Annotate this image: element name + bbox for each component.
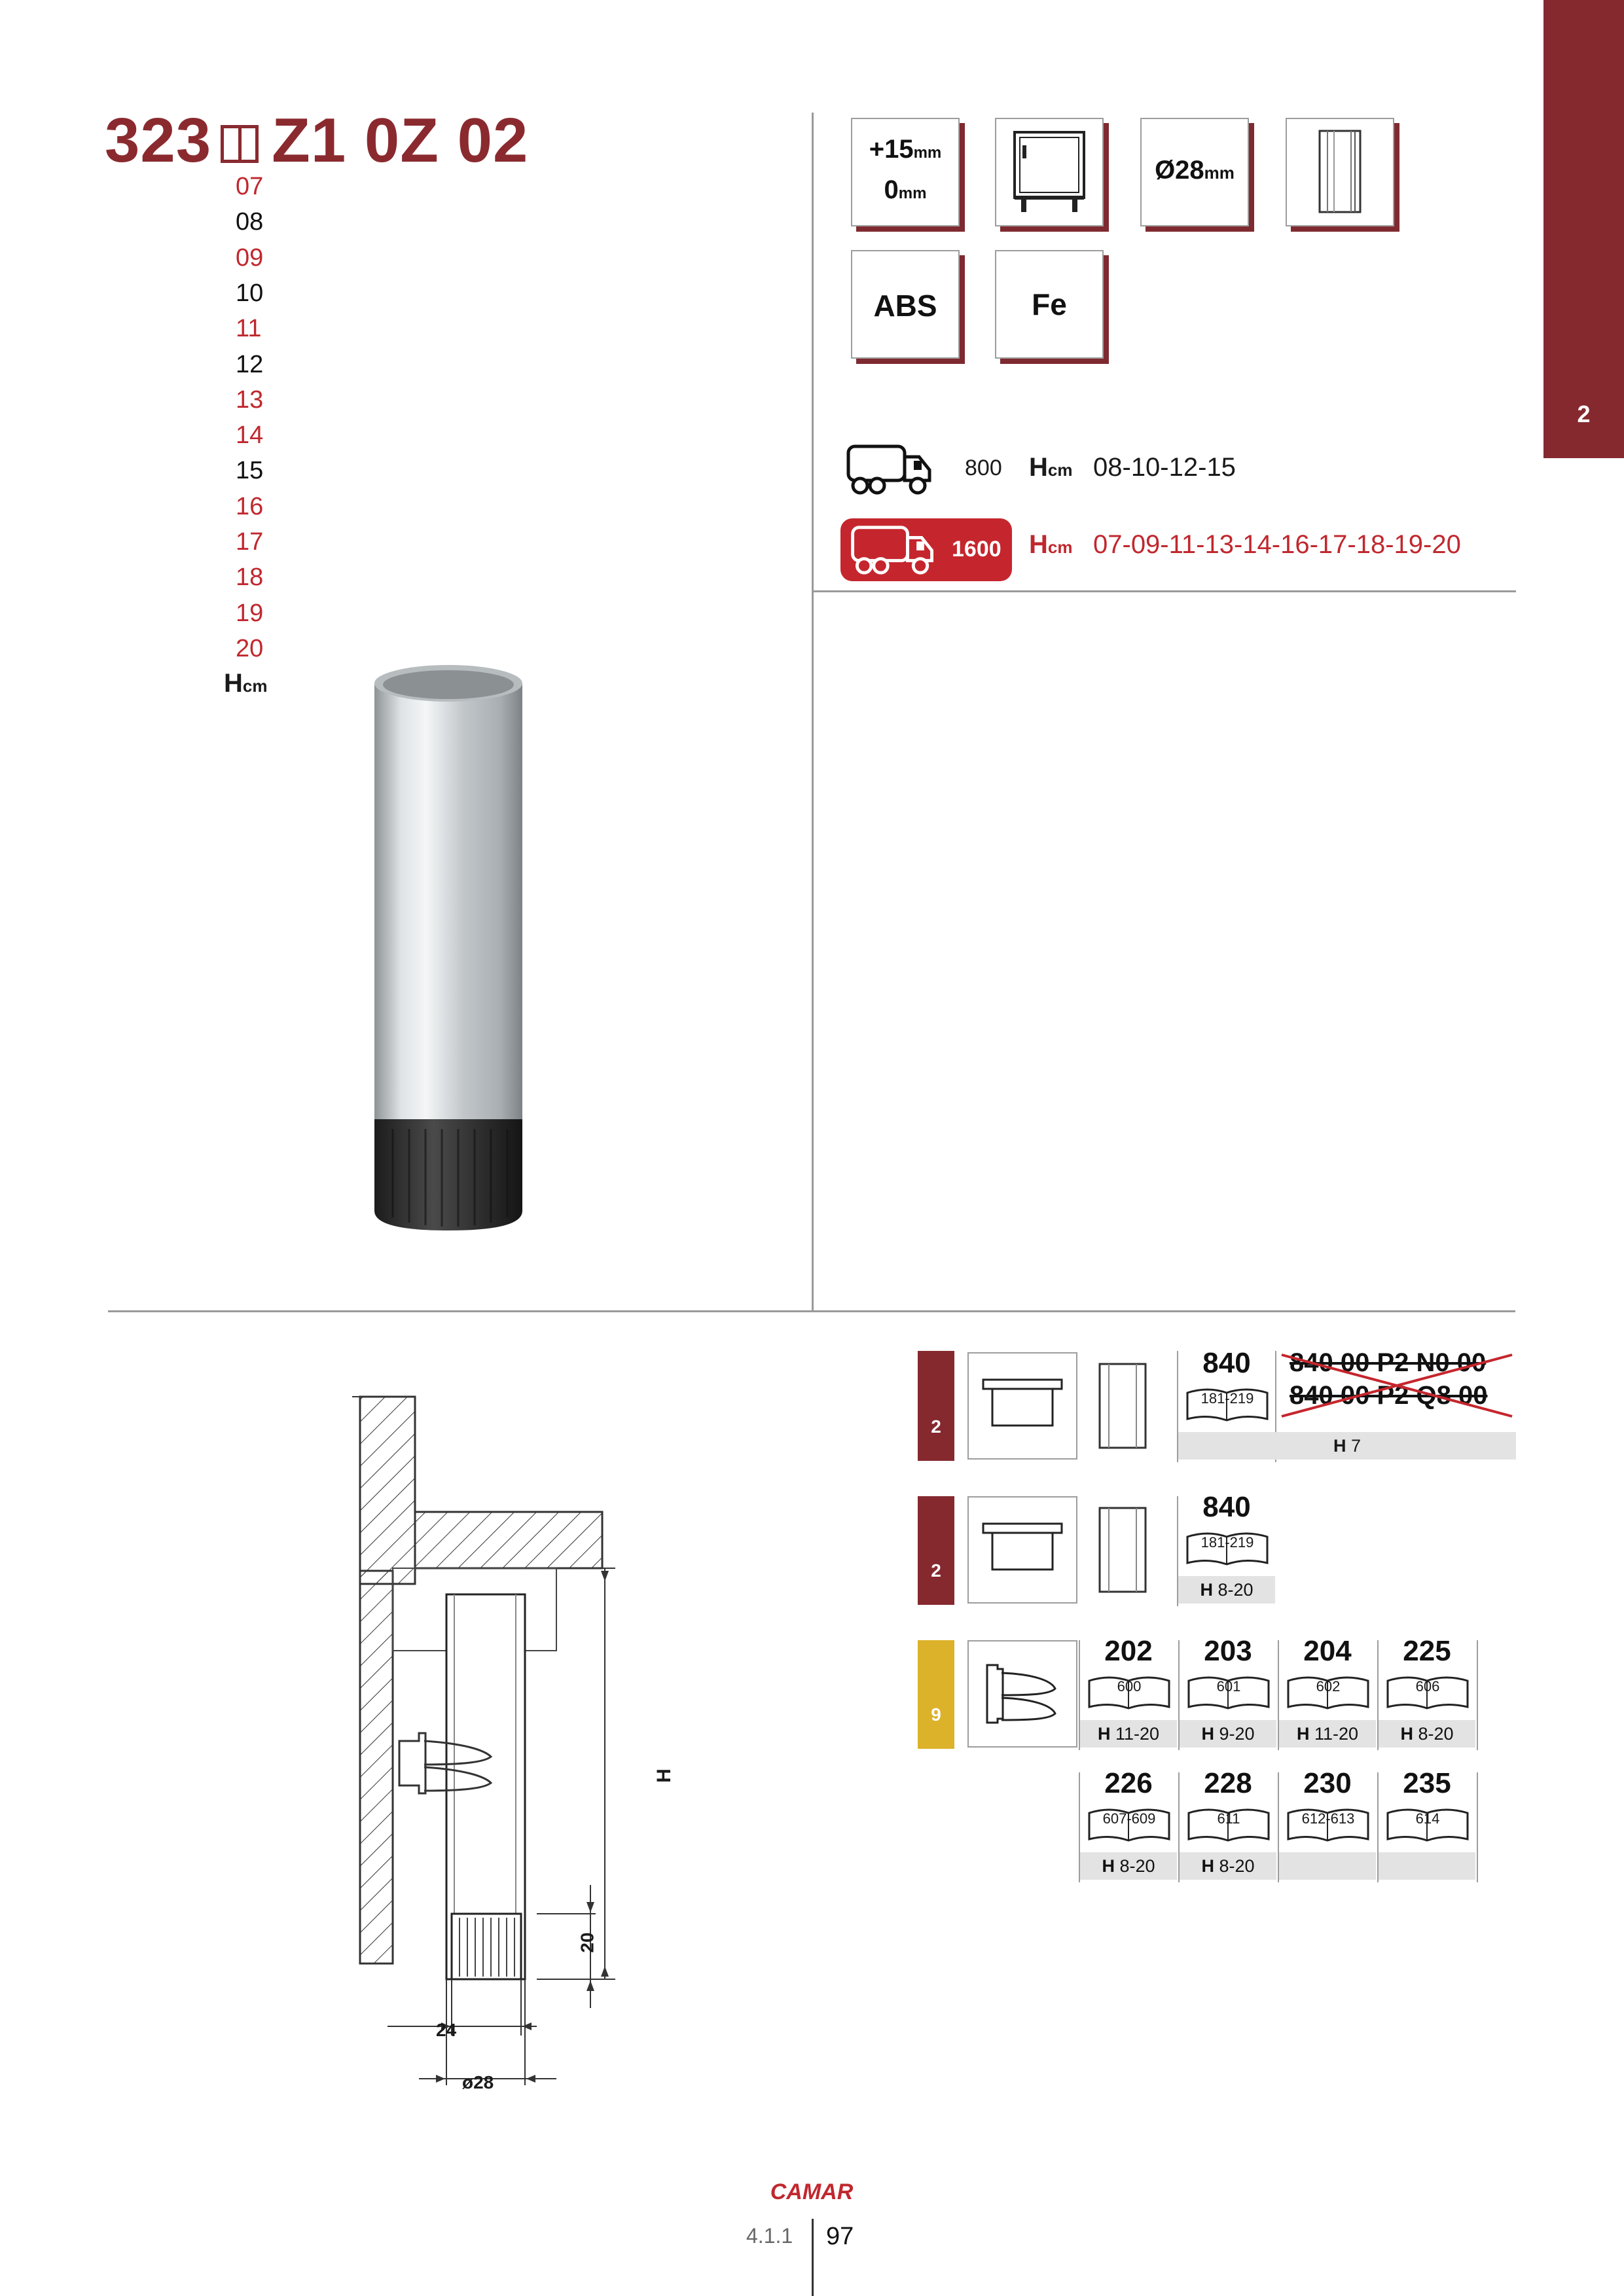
h-label: H [1200, 1580, 1213, 1600]
leg-product-image [367, 661, 530, 1244]
height-code: 11 [236, 315, 262, 343]
catalog-page-ref: 601 [1216, 1678, 1241, 1695]
pack-heights-2: 07-09-11-13-14-16-17-18-19-20 [1093, 530, 1461, 559]
pack-highlight-badge [840, 518, 1012, 581]
height-code: 16 [236, 492, 264, 520]
clip-icon [969, 1641, 1076, 1746]
hcm-h: H [224, 669, 243, 698]
mounting-plate-icon [969, 1498, 1076, 1602]
h-value: 8-20 [1418, 1724, 1454, 1744]
accessory-h-range [1180, 1852, 1276, 1880]
catalog-book-icon [1385, 1673, 1470, 1711]
accessory-separator [1477, 1640, 1478, 1750]
tube-icon-small [1087, 1356, 1159, 1456]
accessory-chapter-bar [918, 1640, 954, 1749]
height-code: 12 [236, 350, 264, 378]
accessory-h-range [1080, 1852, 1177, 1880]
diameter-unit: mm [1204, 163, 1235, 183]
catalog-page-ref: 612-613 [1301, 1810, 1355, 1827]
accessory-chapter-bar [918, 1351, 954, 1461]
accessory-chapter: 2 [931, 1560, 941, 1581]
h-value: 11-20 [1115, 1724, 1160, 1744]
discontinued-code-2: 840 00 P2 Q8 00 [1290, 1381, 1488, 1410]
accessory-h-range [1379, 1852, 1475, 1880]
adjust-bottom: 0 [884, 175, 899, 204]
footer-divider [812, 2219, 814, 2296]
catalog-page-ref: 607-609 [1102, 1810, 1156, 1827]
height-code: 15 [236, 457, 264, 485]
h-value: 8-20 [1119, 1856, 1155, 1876]
accessory-code: 840 [1202, 1347, 1251, 1379]
mounting-plate-icon [969, 1354, 1076, 1458]
height-code: 09 [236, 243, 264, 272]
catalog-page-ref: 600 [1117, 1678, 1142, 1695]
height-code: 18 [236, 564, 264, 592]
adjust-bottom-unit: mm [898, 185, 927, 202]
tube-icon [1287, 119, 1393, 225]
accessory-code: 228 [1204, 1767, 1252, 1799]
variant-box-icon [221, 125, 259, 163]
accessory-h-range [1379, 1720, 1475, 1748]
accessory-code: 235 [1403, 1767, 1451, 1799]
accessory-h-range [1180, 1720, 1276, 1748]
pack-h-1: H [1029, 453, 1048, 482]
h-value: 9-20 [1219, 1724, 1255, 1744]
catalog-book-icon [1186, 1805, 1271, 1843]
truck-icon-white [850, 524, 939, 576]
h-label: H [1201, 1856, 1214, 1876]
dim-28-label: ø28 [462, 2072, 494, 2092]
section-number: 4.1.1 [746, 2224, 793, 2248]
dim-24-label: 24 [436, 2020, 457, 2040]
catalog-book-icon [1286, 1673, 1371, 1711]
cabinet-feature [995, 118, 1104, 226]
accessory-plate-image [967, 1496, 1077, 1604]
accessory-code: 203 [1204, 1635, 1252, 1667]
accessory-code: 202 [1104, 1635, 1153, 1667]
brand-logo: CAMAR [770, 2179, 854, 2204]
chapter-number: 2 [1577, 401, 1591, 427]
catalog-book-icon [1185, 1529, 1270, 1567]
accessory-code: 226 [1104, 1767, 1153, 1799]
accessory-code: 204 [1303, 1635, 1352, 1667]
accessory-h-range [1178, 1576, 1275, 1604]
accessory-h-range [1080, 1720, 1177, 1748]
accessory-code: 225 [1403, 1635, 1451, 1667]
title-suffix: Z1 0Z 02 [272, 105, 529, 175]
h-label: H [1296, 1724, 1310, 1744]
h-label: H [1201, 1724, 1214, 1744]
pack-h-2: H [1029, 530, 1048, 559]
h-value: 8-20 [1219, 1856, 1255, 1876]
accessory-separator [1477, 1772, 1478, 1882]
discontinued-code-1: 840 00 P2 N0 00 [1290, 1348, 1487, 1377]
catalog-book-icon [1087, 1673, 1172, 1711]
material-abs-feature [851, 250, 960, 359]
height-code: 20 [236, 634, 264, 662]
material-abs: ABS [873, 289, 937, 323]
discontinued-cross [1279, 1350, 1515, 1422]
catalog-page-ref: 606 [1415, 1678, 1440, 1695]
catalog-page-ref: 602 [1316, 1678, 1341, 1695]
height-code: 14 [236, 422, 264, 450]
accessory-h-range [1178, 1432, 1516, 1460]
h-value: 11-20 [1314, 1724, 1359, 1744]
dim-20-label: 20 [577, 1932, 598, 1953]
technical-drawing [340, 1374, 615, 2108]
hcm-unit: cm [242, 676, 268, 696]
accessory-code: 840 [1202, 1491, 1251, 1523]
accessory-chapter: 2 [931, 1416, 941, 1437]
accessory-h-range [1279, 1720, 1376, 1748]
catalog-book-icon [1087, 1805, 1172, 1843]
hcm-label [224, 669, 267, 698]
pack-hcm-1 [1029, 453, 1072, 482]
diameter-feature [1140, 118, 1249, 226]
height-code: 10 [236, 279, 264, 307]
pack-qty-1: 800 [965, 456, 1002, 480]
h-value: 7 [1350, 1436, 1362, 1456]
adjust-top-unit: mm [913, 144, 942, 162]
catalog-book-icon [1385, 1805, 1470, 1843]
section-divider-top [812, 590, 1516, 592]
page-number: 97 [826, 2223, 854, 2250]
tube-feature [1286, 118, 1394, 226]
adjust-top: +15 [869, 135, 914, 164]
section-divider-middle [108, 1310, 1515, 1312]
pack-hcm-2 [1029, 530, 1072, 560]
h-label: H [1333, 1436, 1346, 1456]
pack-heights-1: 08-10-12-15 [1093, 453, 1236, 482]
accessory-plate-image [967, 1352, 1077, 1460]
h-label: H [1400, 1724, 1413, 1744]
accessory-chapter-bar [918, 1496, 954, 1605]
catalog-page-ref: 181-219 [1200, 1534, 1254, 1551]
chapter-tab [1543, 0, 1624, 458]
accessory-clip-image [967, 1640, 1077, 1748]
pack-unit-1: cm [1047, 460, 1073, 480]
h-label: H [1097, 1724, 1111, 1744]
column-divider [812, 113, 814, 1310]
truck-icon [846, 442, 936, 496]
pack-unit-2: cm [1047, 537, 1073, 557]
h-label: H [1102, 1856, 1115, 1876]
catalog-page-ref: 611 [1217, 1810, 1240, 1827]
accessory-chapter: 9 [931, 1704, 941, 1725]
dim-h-label: H [653, 1768, 675, 1783]
tube-icon-small [1087, 1500, 1159, 1600]
height-code: 13 [236, 386, 264, 414]
diameter-value: Ø28 [1155, 156, 1204, 185]
pack-qty-2: 1600 [952, 537, 1001, 562]
material-fe-feature [995, 250, 1104, 359]
catalog-book-icon [1185, 1385, 1270, 1423]
catalog-book-icon [1186, 1673, 1271, 1711]
catalog-book-icon [1286, 1805, 1371, 1843]
height-code: 07 [236, 173, 264, 200]
product-code-title [105, 105, 528, 177]
h-value: 8-20 [1218, 1580, 1254, 1600]
height-code: 19 [236, 599, 264, 627]
height-code: 08 [236, 208, 264, 236]
accessory-code: 230 [1303, 1767, 1352, 1799]
adjustment-range-feature [851, 118, 960, 226]
cabinet-icon [996, 119, 1102, 225]
material-fe: Fe [1032, 287, 1067, 321]
height-code: 17 [236, 528, 264, 556]
catalog-page-ref: 614 [1415, 1810, 1440, 1827]
accessory-h-range [1279, 1852, 1376, 1880]
title-prefix: 323 [105, 105, 212, 175]
catalog-page-ref: 181-219 [1200, 1390, 1254, 1407]
